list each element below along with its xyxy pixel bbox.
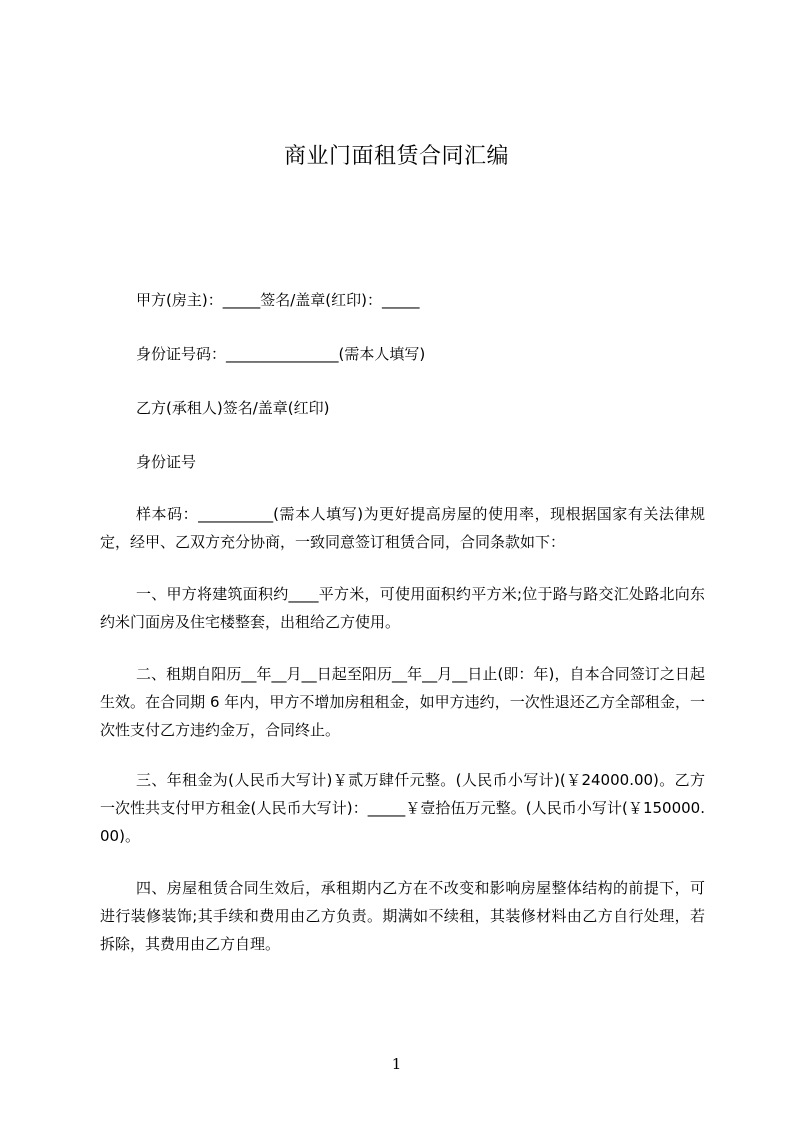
- clause-2-paragraph: 二、租期自阳历__年__月__日起至阳历__年__月__日止(即：年)，自本合同签订之日起生效。在合同期 6 年内，甲方不增加房租租金，如甲方违约，一次性退还乙方全部租金，一次性支付乙方违约金万，合同终止。: [100, 665, 705, 739]
- id-b-line: 身份证号: [136, 453, 197, 471]
- clause-1-paragraph: 一、甲方将建筑面积约____平方米，可使用面积约平方米;位于路与路交汇处路北向东约米门面房及住宅楼整套，出租给乙方使用。: [100, 585, 705, 631]
- party-b-line: 乙方(承租人)签名/盖章(红印): [136, 399, 330, 417]
- page-number: 1: [391, 1055, 402, 1073]
- clause-3-paragraph: 三、年租金为(人民币大写计)￥贰万肆仟元整。(人民币小写计)(￥24000.00)。乙方一次性共支付甲方租金(人民币大写计)：_____￥壹拾伍万元整。(人民币小写计(￥150000.00)。: [100, 771, 705, 845]
- id-a-line: 身份证号码：_______________(需本人填写): [136, 345, 426, 363]
- clause-4-paragraph: 四、房屋租赁合同生效后，承租期内乙方在不改变和影响房屋整体结构的前提下，可进行装修装饰;其手续和费用由乙方负责。期满如不续租，其装修材料由乙方自行处理，若拆除，其费用由乙方自理。: [100, 879, 705, 953]
- party-a-line: 甲方(房主)：_____签名/盖章(红印)：_____: [136, 291, 420, 309]
- intro-paragraph: 样本码：__________(需本人填写)为更好提高房屋的使用率，现根据国家有关法律规定，经甲、乙双方充分协商，一致同意签订租赁合同，合同条款如下：: [100, 505, 705, 551]
- document-title: 商业门面租赁合同汇编: [283, 144, 509, 169]
